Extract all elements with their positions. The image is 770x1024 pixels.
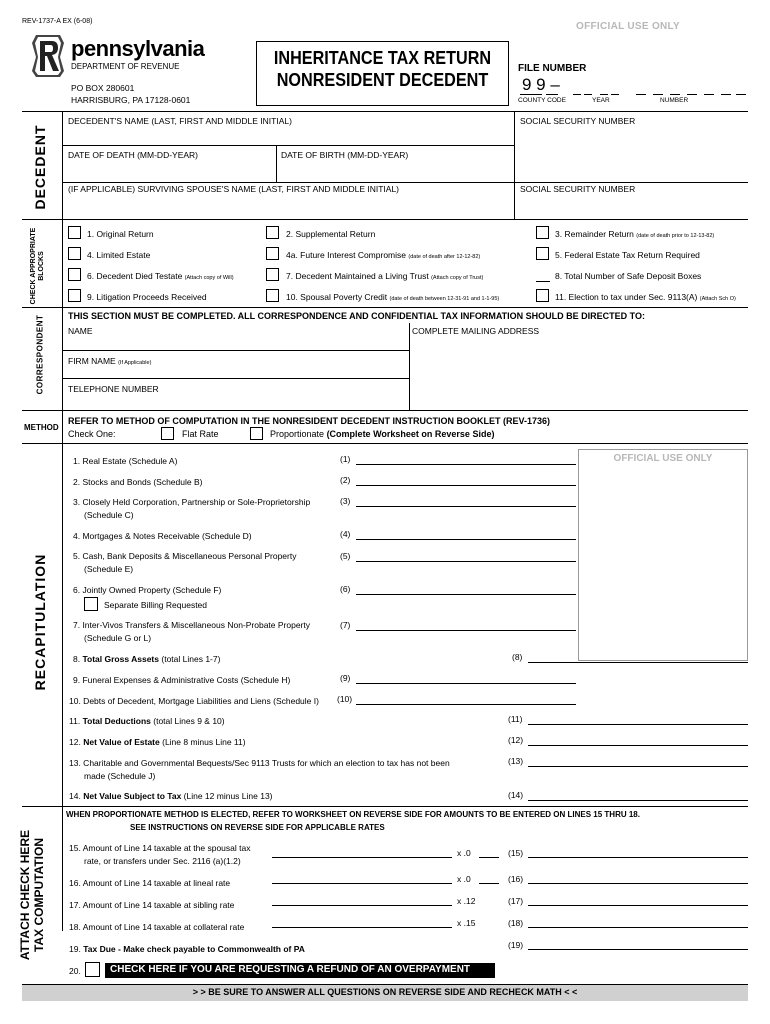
- separate-billing-checkbox[interactable]: [84, 597, 98, 611]
- tax-side-label: [18, 815, 46, 975]
- recap-line-11: [69, 716, 225, 726]
- rate-16: x .0: [457, 874, 471, 884]
- block-3-text: 3. Remainder Return: [555, 229, 634, 239]
- recap-line-13a: 13. Charitable and Governmental Bequests/Sec 9113 Trusts for which an election to tax has not been: [69, 758, 450, 768]
- line-15-field[interactable]: [528, 857, 748, 858]
- rate-15: x .0: [457, 848, 471, 858]
- died-testate-checkbox[interactable]: [68, 268, 81, 281]
- recap-num-1: (1): [340, 454, 351, 464]
- remainder-return-checkbox[interactable]: [536, 226, 549, 239]
- supplemental-return-checkbox[interactable]: [266, 226, 279, 239]
- correspondent-header: THIS SECTION MUST BE COMPLETED. ALL CORRESPONDENCE AND CONFIDENTIAL TAX INFORMATION SHOULD BE DIRECTED TO:: [68, 311, 646, 321]
- form-title-line2: NONRESIDENT DECEDENT: [276, 70, 489, 90]
- recap-line-14: [69, 791, 273, 801]
- recap-num-2: (2): [340, 475, 351, 485]
- tax-num-18: (18): [508, 918, 524, 928]
- recap-line-3a: 3. Closely Held Corporation, Partnership or Sole-Proprietorship: [73, 497, 311, 507]
- recap-line-14-num: 14.: [69, 791, 81, 801]
- original-return-checkbox[interactable]: [68, 226, 81, 239]
- line-16-rate-field[interactable]: [479, 883, 499, 884]
- recap-num-9: (9): [340, 673, 351, 683]
- line-17-field[interactable]: [528, 905, 748, 906]
- file-number-prefix[interactable]: 9 9 –: [522, 75, 560, 94]
- flat-rate-checkbox[interactable]: [161, 427, 174, 440]
- line-19-field[interactable]: [528, 949, 748, 950]
- recap-num-6: (6): [340, 584, 351, 594]
- tax-computation-label: TAX COMPUTATION: [32, 838, 46, 952]
- number-label: NUMBER: [660, 97, 689, 104]
- block-11-note: (Attach Sch O): [699, 296, 736, 302]
- recap-line-13b: made (Schedule J): [84, 771, 156, 781]
- block-9-label: 9. Litigation Proceeds Received: [87, 292, 207, 302]
- flat-rate-label: Flat Rate: [182, 429, 219, 439]
- block-3-note: (date of death prior to 12-13-82): [636, 233, 715, 239]
- recap-official-use: OFFICIAL USE ONLY: [613, 453, 713, 464]
- line-18-amount-field[interactable]: [272, 927, 452, 928]
- block-10-text: 10. Spousal Poverty Credit: [286, 292, 388, 302]
- recap-line-5a: 5. Cash, Bank Deposits & Miscellaneous Personal Property: [73, 551, 297, 561]
- recap-line-9: 9. Funeral Expenses & Administrative Costs (Schedule H): [73, 675, 291, 685]
- check-one-label: Check One:: [68, 429, 116, 439]
- block-1-label: 1. Original Return: [87, 229, 154, 239]
- official-use-box: [578, 449, 748, 661]
- recap-line-11-num: 11.: [69, 716, 81, 726]
- refund-request-label: CHECK HERE IF YOU ARE REQUESTING A REFUND OF AN OVERPAYMENT: [110, 964, 471, 975]
- tax-header-1: WHEN PROPORTIONATE METHOD IS ELECTED, REFER TO WORKSHEET ON REVERSE SIDE FOR AMOUNTS TO BE ENTERED ON LINES 15 THRU 18.: [66, 810, 640, 819]
- tax-line-15a: 15. Amount of Line 14 taxable at the spousal tax: [69, 843, 251, 853]
- correspondent-side-label: CORRESPONDENT: [35, 314, 45, 395]
- block-4a-note: (date of death after 12-12-82): [408, 254, 481, 260]
- refund-request-checkbox[interactable]: [85, 962, 100, 977]
- block-7-note: (Attach copy of Trust): [431, 275, 484, 281]
- recap-num-14: (14): [508, 790, 524, 800]
- line-10-field[interactable]: [356, 704, 576, 705]
- date-of-death-label: DATE OF DEATH (MM-DD-YEAR): [68, 150, 199, 160]
- file-number-label: FILE NUMBER: [518, 63, 587, 74]
- recap-line-12-text: Net Value of Estate: [83, 737, 160, 747]
- tax-header-2: SEE INSTRUCTIONS ON REVERSE SIDE FOR APPLICABLE RATES: [130, 823, 385, 832]
- block-3-label: [555, 229, 714, 239]
- line-14-field[interactable]: [528, 800, 748, 801]
- living-trust-checkbox[interactable]: [266, 268, 279, 281]
- decedent-name-label: DECEDENT'S NAME (LAST, FIRST AND MIDDLE INITIAL): [68, 116, 292, 126]
- recap-num-5: (5): [340, 551, 351, 561]
- form-title-line1: INHERITANCE TAX RETURN: [273, 48, 492, 68]
- block-5-label: 5. Federal Estate Tax Return Required: [555, 250, 700, 260]
- tax-line-19: [69, 944, 305, 954]
- telephone-label: TELEPHONE NUMBER: [68, 384, 159, 394]
- recap-line-12-num: 12.: [69, 737, 81, 747]
- line-16-field[interactable]: [528, 883, 748, 884]
- line-7-field[interactable]: [356, 630, 576, 631]
- proportionate-checkbox[interactable]: [250, 427, 263, 440]
- line-4-field[interactable]: [356, 539, 576, 540]
- tax-line-20-num: 20.: [69, 966, 81, 976]
- recap-line-8-note: (total Lines 1-7): [161, 654, 221, 664]
- rate-18: x .15: [457, 918, 476, 928]
- method-heading: REFER TO METHOD OF COMPUTATION IN THE NONRESIDENT DECEDENT INSTRUCTION BOOKLET (REV-1736): [68, 416, 551, 426]
- line-6-field[interactable]: [356, 594, 576, 595]
- spouse-name-label: (IF APPLICABLE) SURVIVING SPOUSE'S NAME (LAST, FIRST AND MIDDLE INITIAL): [68, 184, 399, 194]
- block-2-label: 2. Supplemental Return: [286, 229, 376, 239]
- limited-estate-checkbox[interactable]: [68, 247, 81, 260]
- recap-num-13: (13): [508, 756, 524, 766]
- recap-line-2: 2. Stocks and Bonds (Schedule B): [73, 477, 203, 487]
- recap-line-8-text: Total Gross Assets: [82, 654, 159, 664]
- recap-num-12: (12): [508, 735, 524, 745]
- recap-num-11: (11): [508, 714, 523, 724]
- litigation-proceeds-checkbox[interactable]: [68, 289, 81, 302]
- spousal-poverty-checkbox[interactable]: [266, 289, 279, 302]
- agency-state: pennsylvania: [71, 36, 205, 61]
- line-8-field[interactable]: [528, 662, 748, 663]
- line-15-rate-field[interactable]: [479, 857, 499, 858]
- line-13-field[interactable]: [528, 766, 748, 767]
- recap-line-3b: (Schedule C): [84, 510, 134, 520]
- recap-line-6: 6. Jointly Owned Property (Schedule F): [73, 585, 222, 595]
- recap-line-12-note: (Line 8 minus Line 11): [162, 737, 246, 747]
- recap-side-label: RECAPITULATION: [32, 553, 48, 691]
- recap-line-1: 1. Real Estate (Schedule A): [73, 456, 178, 466]
- tax-num-19: (19): [508, 940, 524, 950]
- recap-line-5b: (Schedule E): [84, 564, 134, 574]
- date-of-birth-label: DATE OF BIRTH (MM-DD-YEAR): [281, 150, 409, 160]
- pa-keystone-logo: [30, 33, 66, 79]
- block-10-label: [286, 292, 499, 302]
- line-3-field[interactable]: [356, 506, 576, 507]
- recap-line-7b: (Schedule G or L): [84, 633, 152, 643]
- check-blocks-side-label: CHECK APPROPRIATE BLOCKS: [30, 227, 45, 305]
- block-4-label: 4. Limited Estate: [87, 250, 151, 260]
- line-5-field[interactable]: [356, 561, 576, 562]
- recap-line-14-note: (Line 12 minus Line 13): [183, 791, 273, 801]
- line-11-field[interactable]: [528, 724, 748, 725]
- future-interest-checkbox[interactable]: [266, 247, 279, 260]
- recap-num-8: (8): [512, 652, 523, 662]
- year-label: YEAR: [592, 97, 610, 104]
- proportionate-text: Proportionate: [270, 429, 325, 439]
- firm-name-note: (If Applicable): [118, 360, 152, 366]
- recap-num-4: (4): [340, 529, 351, 539]
- recap-line-11-note: (total Lines 9 & 10): [153, 716, 225, 726]
- safe-deposit-count-field[interactable]: [536, 281, 550, 282]
- line-9-field[interactable]: [356, 683, 576, 684]
- federal-estate-tax-checkbox[interactable]: [536, 247, 549, 260]
- block-7-label: [286, 271, 483, 281]
- recap-line-12: [69, 737, 246, 747]
- proportionate-note: (Complete Worksheet on Reverse Side): [326, 429, 495, 439]
- recap-line-7a: 7. Inter-Vivos Transfers & Miscellaneous Non-Probate Property: [73, 620, 311, 630]
- block-6-note: (Attach copy of Will): [184, 275, 234, 281]
- tax-line-18: 18. Amount of Line 14 taxable at collateral rate: [69, 922, 245, 932]
- election-9113-checkbox[interactable]: [536, 289, 549, 302]
- agency-dept: DEPARTMENT OF REVENUE: [71, 62, 180, 71]
- tax-num-16: (16): [508, 874, 524, 884]
- recap-line-4: 4. Mortgages & Notes Receivable (Schedule D): [73, 531, 252, 541]
- attach-check-label: ATTACH CHECK HERE: [18, 829, 32, 961]
- recap-line-10: 10. Debts of Decedent, Mortgage Liabilities and Liens (Schedule I): [69, 696, 319, 706]
- method-side-label: METHOD: [24, 423, 59, 432]
- firm-name-label: [68, 356, 151, 366]
- line-16-amount-field[interactable]: [272, 883, 452, 884]
- correspondent-name-label: NAME: [68, 326, 93, 336]
- tax-line-15b: rate, or transfers under Sec. 2116 (a)(1.2): [84, 856, 241, 866]
- line-18-field[interactable]: [528, 927, 748, 928]
- recap-line-14-text: Net Value Subject to Tax: [83, 791, 182, 801]
- decedent-side-label: DECEDENT: [32, 124, 48, 210]
- line-15-amount-field[interactable]: [272, 857, 452, 858]
- agency-address1: PO BOX 280601: [71, 83, 135, 93]
- recap-line-11-text: Total Deductions: [82, 716, 151, 726]
- tax-line-19-num: 19.: [69, 944, 81, 954]
- tax-line-19-text: Tax Due - Make check payable to Commonwealth of PA: [83, 944, 305, 954]
- block-6-text: 6. Decedent Died Testate: [87, 271, 183, 281]
- line-12-field[interactable]: [528, 745, 748, 746]
- line-2-field[interactable]: [356, 485, 576, 486]
- official-use-label: OFFICIAL USE ONLY: [576, 21, 681, 32]
- decedent-ssn-label: SOCIAL SECURITY NUMBER: [520, 116, 636, 126]
- firm-name-text: FIRM NAME: [68, 356, 116, 366]
- tax-line-17: 17. Amount of Line 14 taxable at sibling rate: [69, 900, 235, 910]
- recap-num-7: (7): [340, 620, 351, 630]
- block-4a-label: [286, 250, 480, 260]
- recap-line-8: [73, 654, 220, 664]
- tax-num-15: (15): [508, 848, 524, 858]
- spouse-ssn-label: SOCIAL SECURITY NUMBER: [520, 184, 636, 194]
- block-7-text: 7. Decedent Maintained a Living Trust: [286, 271, 429, 281]
- block-8-label: 8. Total Number of Safe Deposit Boxes: [555, 271, 702, 281]
- tax-line-16: 16. Amount of Line 14 taxable at lineal rate: [69, 878, 231, 888]
- rate-17: x .12: [457, 896, 476, 906]
- proportionate-label: [270, 429, 494, 439]
- block-4a-text: 4a. Future Interest Compromise: [286, 250, 406, 260]
- block-6-label: [87, 271, 234, 281]
- line-1-field[interactable]: [356, 464, 576, 465]
- recap-line-8-num: 8.: [73, 654, 81, 664]
- county-code-label: COUNTY CODE: [518, 97, 566, 104]
- block-10-note: (date of death between 12-31-91 and 1-1-95): [389, 296, 500, 302]
- recap-num-10: (10): [337, 694, 353, 704]
- form-id: REV-1737-A EX (6-08): [22, 18, 93, 25]
- recap-num-3: (3): [340, 496, 351, 506]
- tax-num-17: (17): [508, 896, 524, 906]
- block-11-text: 11. Election to tax under Sec. 9113(A): [555, 292, 698, 302]
- footer-note: > > BE SURE TO ANSWER ALL QUESTIONS ON REVERSE SIDE AND RECHECK MATH < <: [192, 987, 578, 997]
- block-11-label: [555, 292, 736, 302]
- separate-billing-label: Separate Billing Requested: [104, 600, 208, 610]
- agency-address2: HARRISBURG, PA 17128-0601: [71, 95, 191, 105]
- mailing-address-label: COMPLETE MAILING ADDRESS: [412, 326, 540, 336]
- line-17-amount-field[interactable]: [272, 905, 452, 906]
